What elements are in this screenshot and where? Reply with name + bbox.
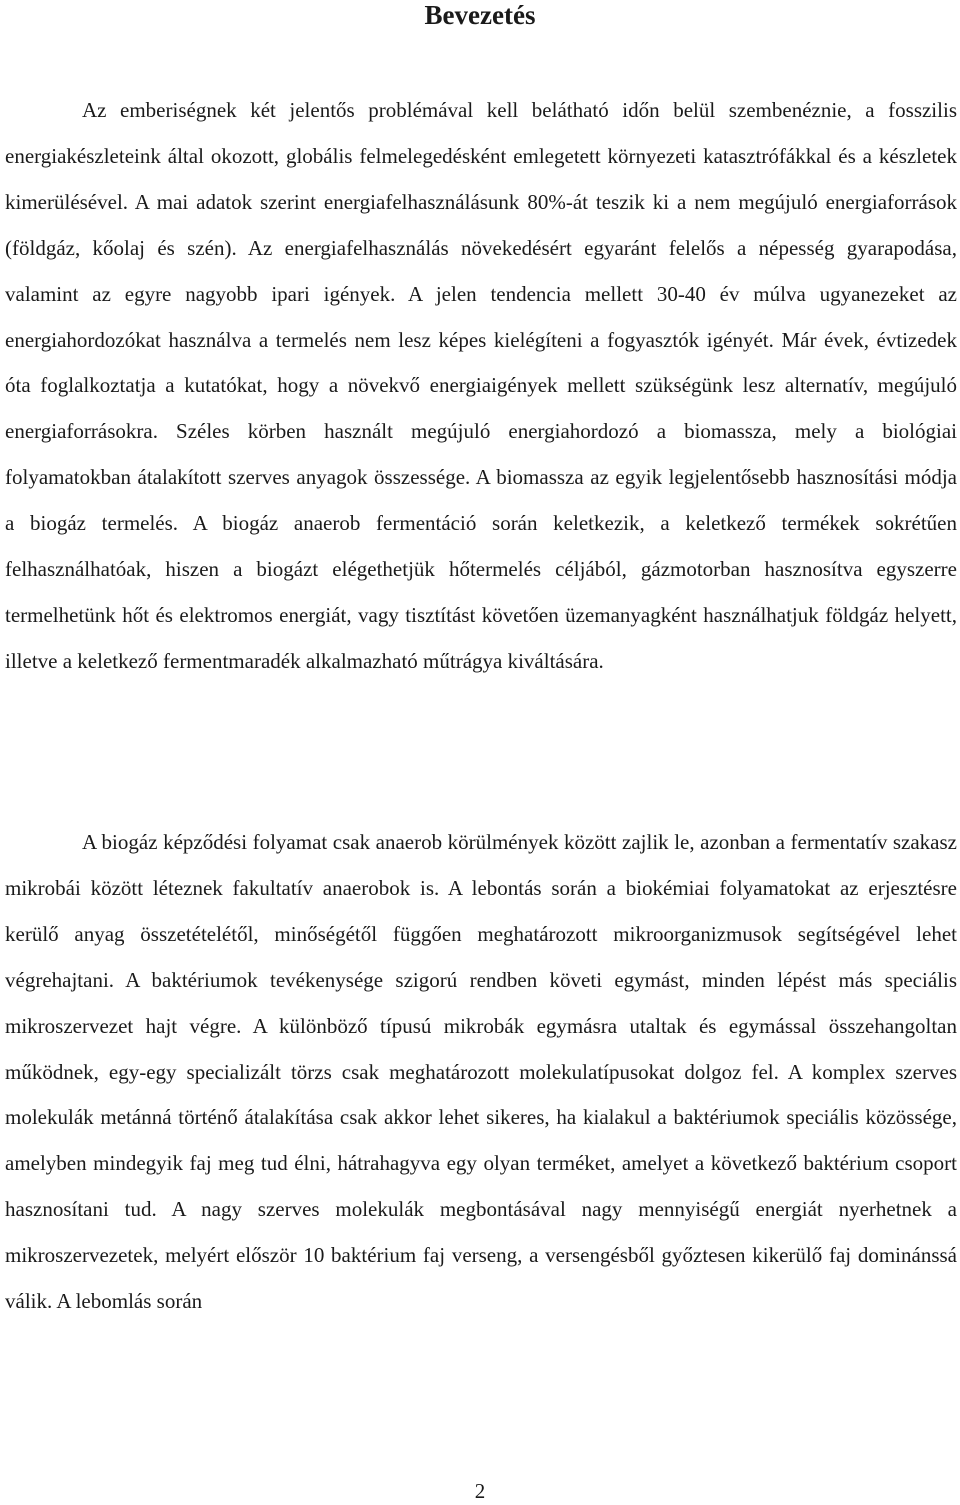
paragraph-biogas-process: A biogáz képződési folyamat csak anaerob körülmények között zajlik le, azonban a fermentatív szakasz mikrobái között léteznek fakultatív anaerobok is. A lebontás során a biokémiai folyamatokat az erjesztésre kerülő anyag összetételétől, minőségétől függően meghatározott mikroorganizmusok segítségével lehet végrehajtani. A baktériumok tevékenysége szigorú rendben követi egymást, minden lépést más speciális mikroszervezet hajt végre. A különböző típusú mikrobák egymásra utaltak és egymással összehangoltan működnek, egy-egy specializált törzs csak meghatározott molekulatípusokat dolgoz fel. A komplex szerves molekulák metánná történő átalakítása csak akkor lehet sikeres, ha kialakul a baktériumok speciális közössége, amelyben mindegyik faj meg tud élni, hátrahagyva egy olyan terméket, amelyet a következő baktérium csoport hasznosítani tud. A nagy szerves molekulák megbontásával nagy mennyiségű energiát nyerhetnek a mikroszervezetek, melyért először 10 baktérium faj verseng, a versengésből győztesen kikerülő faj dominánssá válik. A lebomlás során [5, 830, 957, 1314]
page-number: 2 [474, 1479, 486, 1503]
paragraph-introduction: Az emberiségnek két jelentős problémával kell belátható időn belül szembenéznie, a fosszilis energiakészleteink által okozott, globális felmelegedésként emlegetett környezeti katasztrófákkal és a készletek kimerülésével. A mai adatok szerint energiafelhasználásunk 80%-át teszik ki a nem megújuló energiaforrások (földgáz, kőolaj és szén). Az energiafelhasználás növekedésért egyaránt felelős a népesség gyarapodása, valamint az egyre nagyobb ipari igények. A jelen tendencia mellett 30-40 év múlva ugyanezeket az energiahordozókat használva a termelés nem lesz képes kielégíteni a fogyasztók igényét. Már évek, évtizedek óta foglalkoztatja a kutatókat, hogy a növekvő energiaigények mellett szükségünk lesz alternatív, megújuló energiaforrásokra. Széles körben használt megújuló energiahordozó a biomassza, mely a biológiai folyamatokban átalakított szerves anyagok összessége. A biomassza az egyik legjelentősebb hasznosítási módja a biogáz termelés. A biogáz anaerob fermentáció során keletkezik, a keletkező termékek sokrétűen felhasználhatóak, hiszen a biogázt elégethetjük hőtermelés céljából, gázmotorban hasznosítva egyszerre termelhetünk hőt és elektromos energiát, vagy tisztítást követően üzemanyagként használhatjuk földgáz helyett, illetve a keletkező fermentmaradék alkalmazható műtrágya kiváltására. [5, 98, 957, 673]
page-title: Bevezetés [424, 0, 536, 30]
